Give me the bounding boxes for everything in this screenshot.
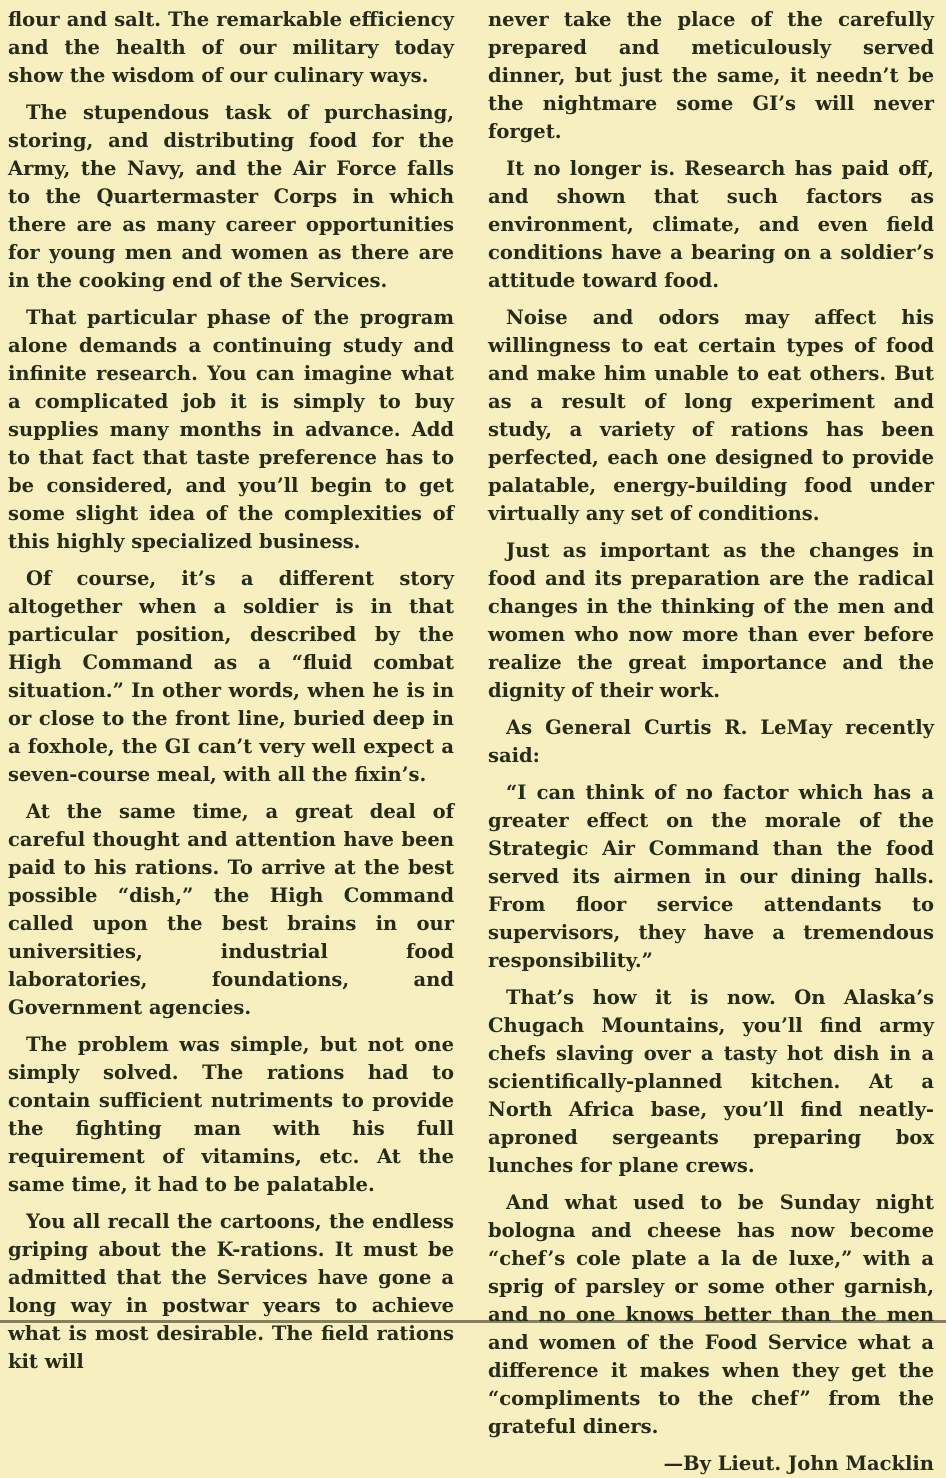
paragraph: The stupendous task of purchasing, storing, and distributing food for the Army, the Navy, and the Air Force falls to the Quartermaster Corps in which there are as many career opportunities for young men and women as there are in the cooking end of the Services. bbox=[8, 101, 454, 292]
paragraph: Just as important as the changes in food and its preparation are the radical changes in the thinking of the men and women who now more than ever before realize the great importance and the dignity of their work. bbox=[488, 539, 934, 702]
paragraph: The problem was simple, but not one simply solved. The rations had to contain sufficient nutriments to provide the fighting man with his full requirement of vitamins, etc. At the same time, it had to be palatable. bbox=[8, 1033, 454, 1196]
paragraph: That’s how it is now. On Alaska’s Chugach Mountains, you’ll find army chefs slaving over a tasty hot dish in a scientifically-planned kitchen. At a North Africa base, you’ll find neatly-aproned sergeants preparing box lunches for plane crews. bbox=[488, 986, 934, 1177]
paragraph: You all recall the cartoons, the endless griping about the K-rations. It must be admitted that the Services have gone a long way in postwar years to achieve what is most desirable. The field rations kit will bbox=[8, 1210, 454, 1373]
paragraph: “I can think of no factor which has a greater effect on the morale of the Strategic Air Command than the food served its airmen in our dining halls. From floor service attendants to supervisors, they have a tremendous responsibility.” bbox=[488, 781, 934, 972]
paragraph: Noise and odors may affect his willingness to eat certain types of food and make him unable to eat others. But as a result of long experiment and study, a variety of rations has been perfected, each one designed to provide palatable, energy-building food under virtually any set of conditions. bbox=[488, 306, 934, 525]
paragraph: It no longer is. Research has paid off, and shown that such factors as environment, climate, and even field conditions have a bearing on a soldier’s attitude toward food. bbox=[488, 157, 934, 292]
paragraph: flour and salt. The remarkable efficiency and the health of our military today show the wisdom of our culinary ways. bbox=[8, 8, 454, 87]
right-column bbox=[488, 6, 934, 1475]
left-column bbox=[8, 6, 454, 1373]
paragraph: never take the place of the carefully prepared and meticulously served dinner, but just the same, it needn’t be the nightmare some GI’s will never forget. bbox=[488, 8, 934, 143]
paragraph: That particular phase of the program alone demands a continuing study and infinite research. You can imagine what a complicated job it is simply to buy supplies many months in advance. Add to that fact that taste preference has to be considered, and you’ll begin to get some slight idea of the complexities of this highly specialized business. bbox=[8, 306, 454, 553]
paragraph: As General Curtis R. LeMay recently said: bbox=[488, 716, 934, 767]
paragraph: At the same time, a great deal of careful thought and attention have been paid to his rations. To arrive at the best possible “dish,” the High Command called upon the best brains in our universities, industrial food laboratories, foundations, and Government agencies. bbox=[8, 800, 454, 1019]
paragraph: And what used to be Sunday night bologna and cheese has now become “chef’s cole plate a la de luxe,” with a sprig of parsley or some other garnish, and no one knows better than the men and women of the Food Service what a difference it makes when they get the “compliments to the chef” from the grateful diners. bbox=[488, 1191, 934, 1438]
paragraph: Of course, it’s a different story altogether when a soldier is in that particular position, described by the High Command as a “fluid combat situation.” In other words, when he is in or close to the front line, buried deep in a foxhole, the GI can’t very well expect a seven-course meal, with all the fixin’s. bbox=[8, 567, 454, 786]
byline: —By Lieut. John Macklin bbox=[663, 1452, 934, 1475]
